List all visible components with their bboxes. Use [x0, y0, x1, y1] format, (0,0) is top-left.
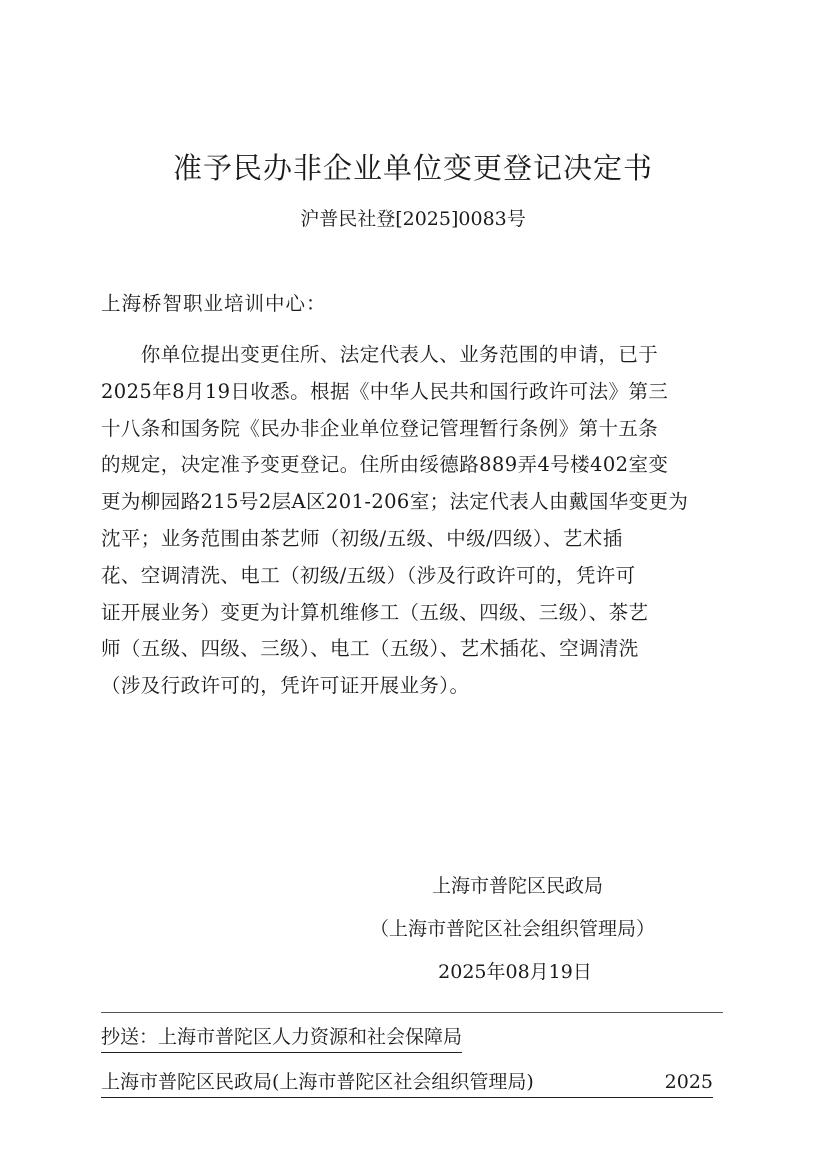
document-title: 准予民办非企业单位变更登记决定书 [172, 151, 653, 185]
body-line: 更为柳园路215号2层A区201-206室；法定代表人由戴国华变更为 [101, 490, 689, 514]
cc-line: 抄送：上海市普陀区人力资源和社会保障局 [101, 1023, 462, 1053]
body-line: 你单位提出变更住所、法定代表人、业务范围的申请，已于 [101, 343, 659, 366]
body-line: 2025年8月19日收悉。根据《中华人民共和国行政许可法》第三 [101, 379, 669, 403]
body-line: 花、空调清洗、电工（初级/五级）（涉及行政许可的，凭许可 [101, 563, 636, 587]
recipient: 上海桥智职业培训中心： [101, 292, 327, 315]
body-line: 沈平；业务范围由茶艺师（初级/五级、中级/四级）、艺术插 [101, 526, 623, 550]
body-line: 师（五级、四级、三级）、电工（五级）、艺术插花、空调清洗 [101, 637, 639, 661]
body-line: 十八条和国务院《民办非企业单位登记管理暂行条例》第十五条 [101, 416, 659, 440]
document-body [101, 337, 721, 705]
footer-line [101, 1068, 713, 1098]
body-line: （涉及行政许可的，凭许可证开展业务）。 [101, 674, 470, 698]
divider [101, 1012, 723, 1013]
document-number: 沪普民社登[2025]0083号 [300, 208, 526, 230]
signature-issuer: 上海市普陀区民政局 [431, 875, 603, 897]
footer-year: 2025 [664, 1071, 713, 1093]
footer-issuer: 上海市普陀区民政局(上海市普陀区社会组织管理局) [101, 1071, 534, 1093]
signature-issuer-alias: （上海市普陀区社会组织管理局） [369, 918, 655, 940]
signature-date: 2025年08月19日 [438, 961, 592, 983]
body-line: 证开展业务）变更为计算机维修工（五级、四级、三级）、茶艺 [101, 600, 649, 624]
body-line: 的规定，决定准予变更登记。住所由绥德路889弄4号楼402室变 [101, 453, 669, 477]
